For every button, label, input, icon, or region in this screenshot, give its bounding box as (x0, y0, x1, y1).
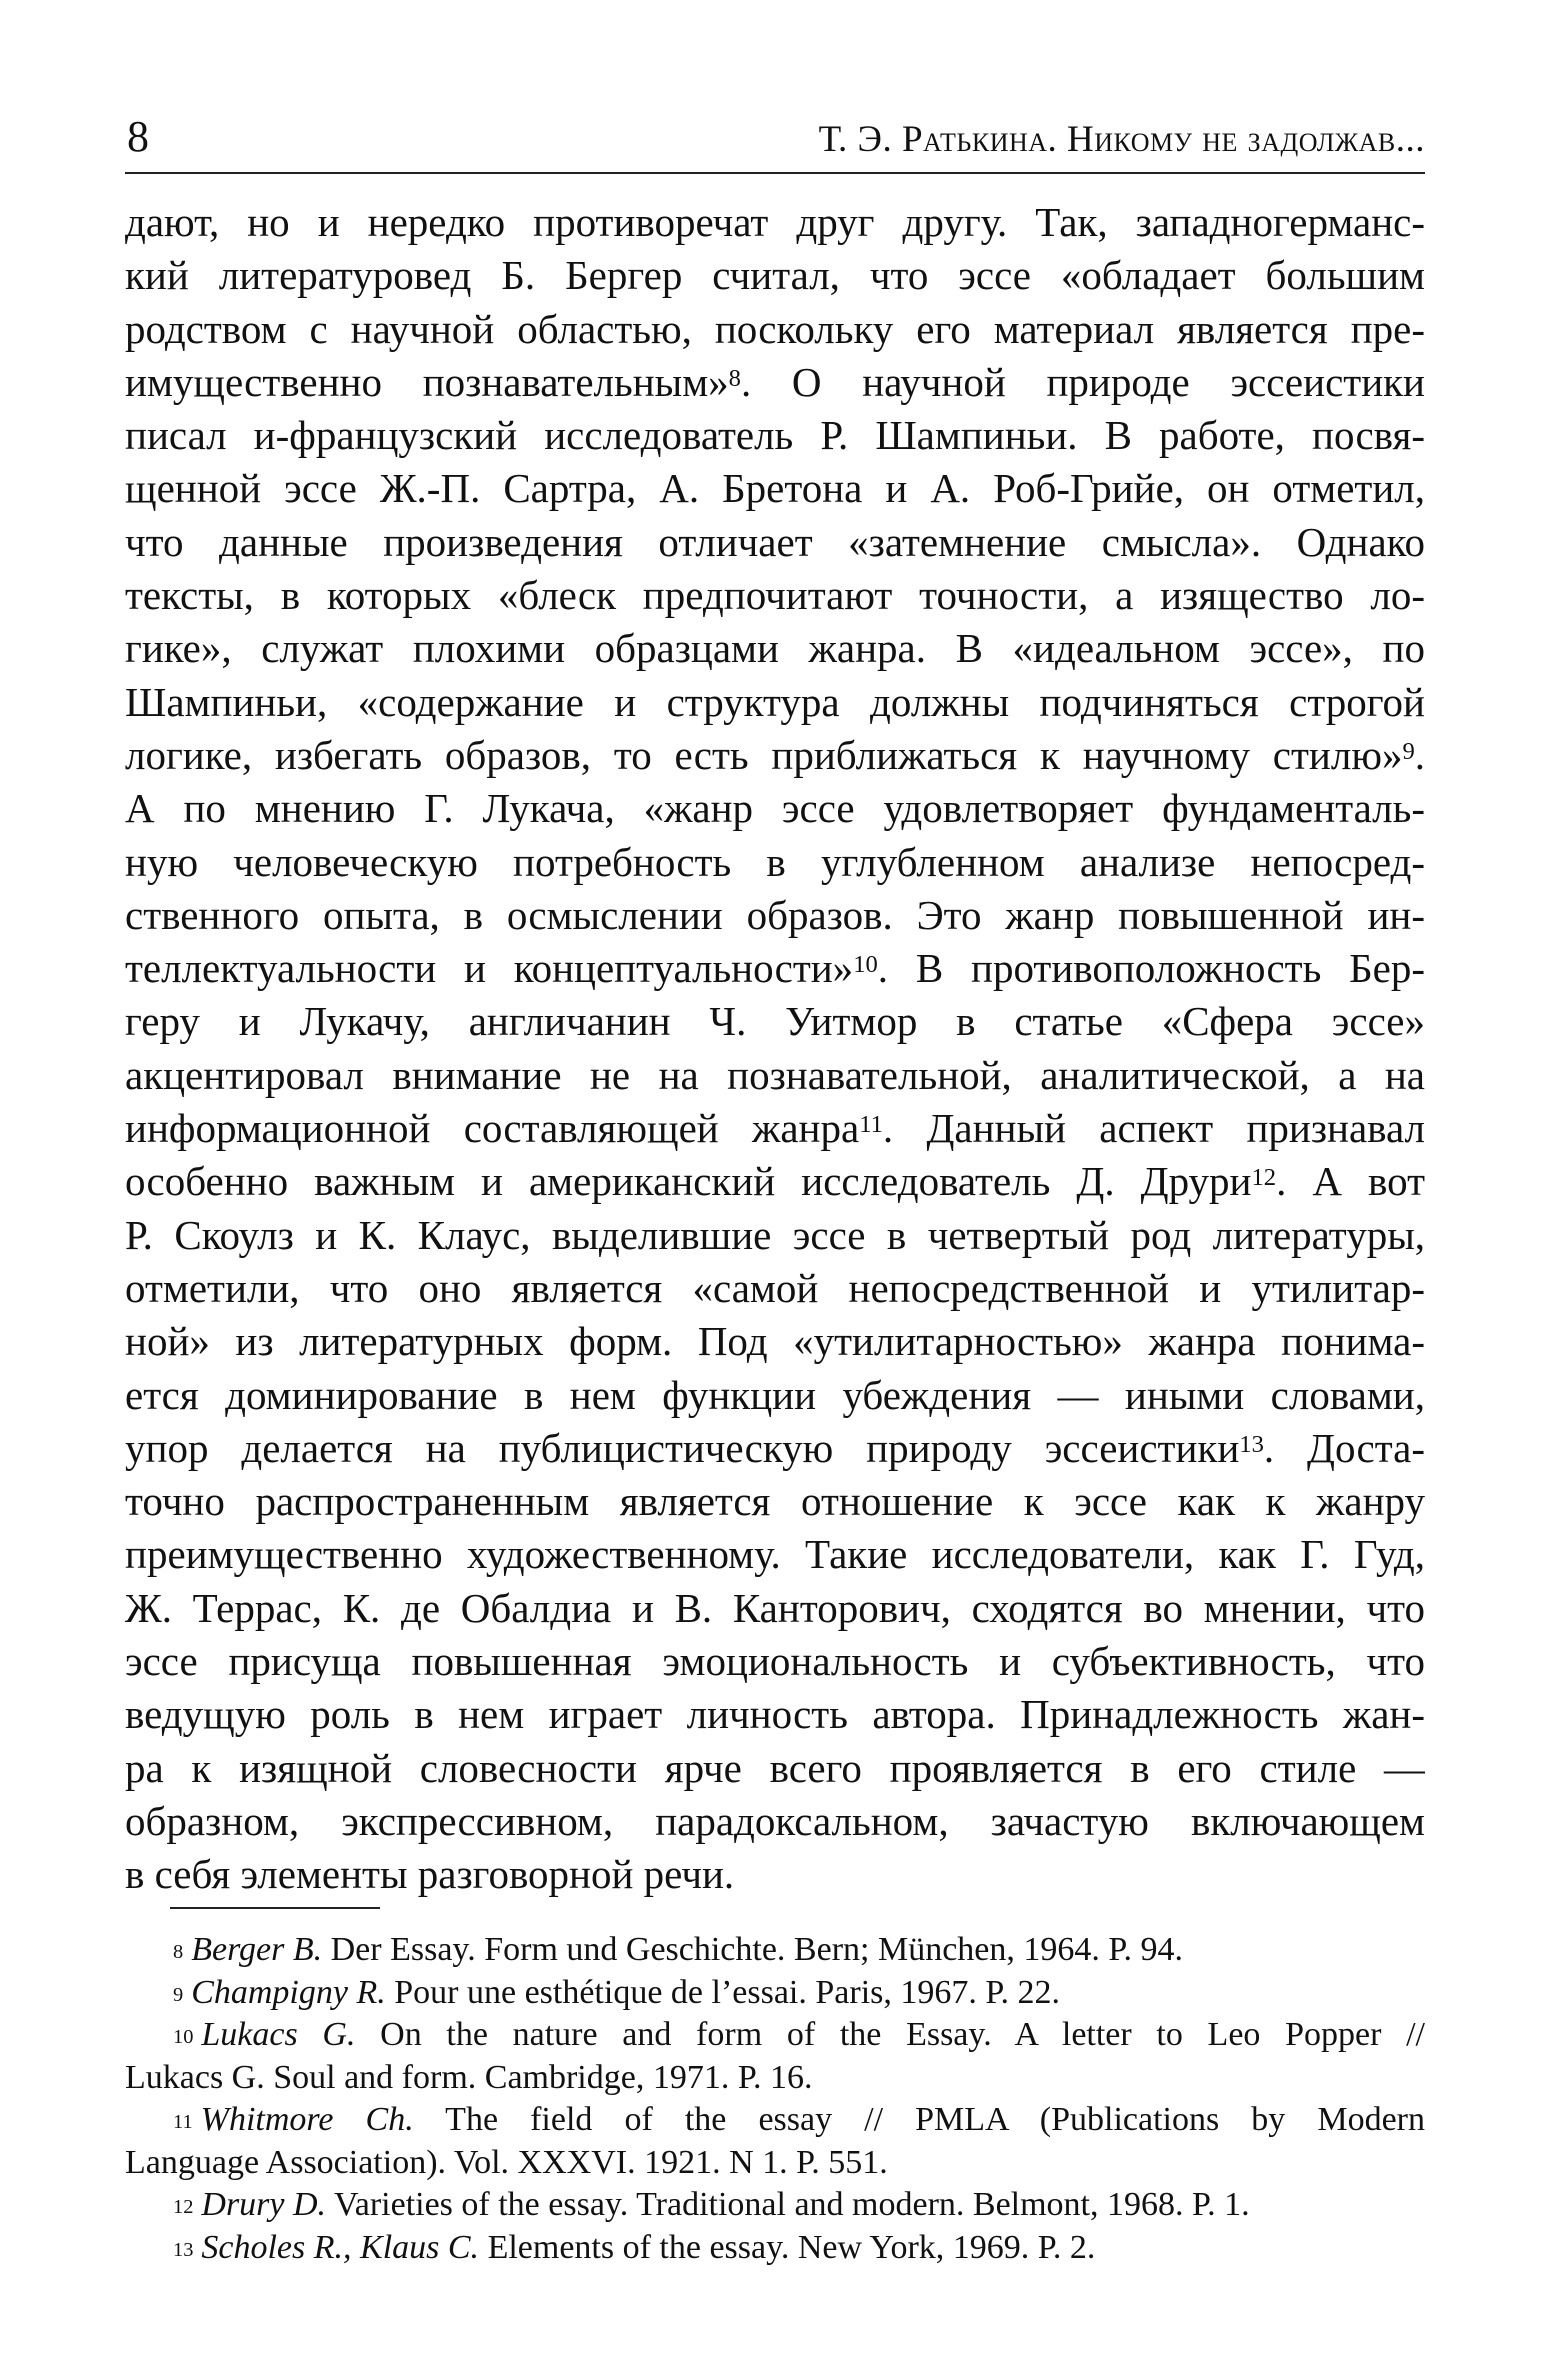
footnote-author: Berger B. (191, 1931, 323, 1968)
text-line (125, 1848, 1425, 1901)
text-line (125, 356, 1425, 409)
line-text-after: . Доста- (1263, 1424, 1425, 1471)
line-text: Ж. Террас, К. де Обалдиа и В. Канторович, сходятся во мнении, что (125, 1584, 1425, 1631)
text-line (125, 1049, 1425, 1102)
text-line (125, 1475, 1425, 1528)
footnote-author: Drury D. (201, 2186, 327, 2223)
line-text-after: . (1414, 731, 1425, 778)
text-line (125, 1688, 1425, 1741)
line-text: писал и-французский исследователь Р. Шампиньи. В работе, посвя- (125, 412, 1425, 459)
footnote-number: 12 (173, 2196, 194, 2218)
footnote-ref[interactable]: 10 (853, 951, 878, 979)
footnote-line (125, 2184, 1425, 2227)
footnote-line (125, 2057, 1425, 2100)
line-text: эссе присуща повышенная эмоциональность и субъективность, что (125, 1638, 1425, 1685)
text-line (125, 1155, 1425, 1208)
line-text-after: . А вот (1276, 1158, 1425, 1205)
footnote-ref[interactable]: 13 (1239, 1430, 1264, 1458)
footnote-number: 9 (173, 1983, 184, 2006)
line-text: в себя элементы разговорной речи. (125, 1851, 735, 1898)
footnote-author: Lukacs G. (201, 2016, 356, 2053)
text-line (125, 409, 1425, 462)
line-text: ра к изящной словесности ярче всего проявляется в его стиле — (125, 1744, 1425, 1791)
line-text-after: . О научной природе эссеистики (740, 358, 1425, 405)
footnote-author: Scholes R., Klaus C. (201, 2228, 480, 2266)
line-text: преимущественно художественному. Такие исследователи, как Г. Гуд, (125, 1531, 1425, 1578)
line-text: геру и Лукачу, англичанин Ч. Уитмор в статье «Сфера эссе» (125, 998, 1425, 1045)
footnote-ref[interactable]: 12 (1251, 1164, 1277, 1192)
line-text: теллектуальности и концептуальности» (125, 945, 854, 992)
text-line (125, 303, 1425, 356)
footnote-text: Lukacs G. Soul and form. Cambridge, 1971. P. 16. (125, 2058, 813, 2096)
line-text: упор делается на публицистическую природу эссеистики (125, 1424, 1240, 1471)
text-line (125, 1102, 1425, 1155)
line-text: кий литературовед Б. Бергер считал, что эссе «обладает большим (125, 252, 1425, 299)
footnote-number: 8 (173, 1941, 184, 1963)
line-text: ной» из литературных форм. Под «утилитарностью» жанра понима- (125, 1318, 1425, 1365)
line-text: отметили, что оно является «самой непосредственной и утилитар- (125, 1264, 1425, 1311)
footnote-separator (170, 1907, 380, 1909)
text-line (125, 196, 1425, 249)
text-line (125, 516, 1425, 569)
footnote-number: 10 (173, 2026, 194, 2048)
line-text: Р. Скоулз и К. Клаус, выделившие эссе в четвертый род литературы, (125, 1211, 1425, 1258)
line-text: А по мнению Г. Лукача, «жанр эссе удовлетворяет фундаменталь- (125, 785, 1425, 832)
line-text: информационной составляющей жанра (125, 1105, 860, 1152)
text-line (125, 249, 1425, 302)
line-text: имущественно познавательным» (125, 358, 729, 405)
line-text-after: . Данный аспект признавал (882, 1105, 1425, 1152)
text-line (125, 942, 1425, 995)
text-line (125, 1369, 1425, 1422)
line-text: ведущую роль в нем играет личность автора. Принадлежность жан- (125, 1691, 1425, 1738)
text-line (125, 1422, 1425, 1475)
line-text: гике», служат плохими образцами жанра. В «идеальном эссе», по (125, 625, 1425, 672)
footnote-ref[interactable]: 11 (859, 1111, 883, 1139)
footnotes (125, 1929, 1425, 2269)
text-line (125, 676, 1425, 729)
text-line (125, 889, 1425, 942)
footnote-ref[interactable]: 9 (1402, 737, 1415, 765)
footnote-number: 13 (173, 2238, 194, 2261)
text-line (125, 836, 1425, 889)
footnote-text: Varieties of the essay. Traditional and modern. Belmont, 1968. P. 1. (333, 2186, 1250, 2223)
footnote-text: On the nature and form of the Essay. A letter to Leo Popper // (380, 2016, 1425, 2053)
running-head: Т. Э. Ратькина. Никому не задолжав... (818, 119, 1425, 160)
footnote-line (125, 1929, 1425, 1972)
footnote-text: Language Association). Vol. XXXVI. 1921. N 1. P. 551. (125, 2143, 888, 2181)
text-line (125, 729, 1425, 782)
line-text: особенно важным и американский исследователь Д. Друри (125, 1158, 1252, 1205)
footnote-number: 11 (173, 2111, 193, 2133)
footnote-line (125, 2099, 1425, 2142)
text-line (125, 1795, 1425, 1848)
footnote-ref[interactable]: 8 (728, 364, 741, 392)
text-line (125, 1635, 1425, 1688)
text-line (125, 1582, 1425, 1635)
line-text: акцентировал внимание не на познавательной, аналитической, а на (125, 1051, 1425, 1098)
text-line (125, 782, 1425, 835)
line-text: логике, избегать образов, то есть приближаться к научному стилю» (125, 731, 1403, 778)
line-text-after: . В противоположность Бер- (877, 945, 1425, 992)
footnote-line (125, 2014, 1425, 2057)
footnote-text: Der Essay. Form und Geschichte. Bern; München, 1964. P. 94. (330, 1931, 1184, 1968)
page-header (125, 110, 1425, 174)
text-line (125, 462, 1425, 515)
book-page (125, 0, 1425, 2376)
page-number: 8 (127, 112, 149, 161)
footnote-author: Champigny R. (191, 1973, 386, 2011)
text-line (125, 622, 1425, 675)
footnote-text: Pour une esthétique de l’essai. Paris, 1967. P. 22. (394, 1973, 1061, 2011)
footnote-line (125, 1972, 1425, 2015)
footnote-line (125, 2142, 1425, 2185)
line-text: родством с научной областью, поскольку его материал является пре- (125, 305, 1425, 352)
text-line (125, 1742, 1425, 1795)
line-text: дают, но и нередко противоречат друг другу. Так, западногерманс- (125, 199, 1425, 245)
line-text: что данные произведения отличает «затемнение смысла». Однако (125, 518, 1425, 565)
footnote-author: Whitmore Ch. (200, 2101, 414, 2138)
line-text: точно распространенным является отношение к эссе как к жанру (125, 1478, 1425, 1525)
line-text: щенной эссе Ж.-П. Сартра, А. Бретона и А. Роб-Грийе, он отметил, (125, 465, 1425, 512)
line-text: тексты, в которых «блеск предпочитают точности, а изящество ло- (125, 572, 1425, 619)
text-line (125, 1315, 1425, 1368)
line-text: образном, экспрессивном, парадоксальном, зачастую включающем (125, 1797, 1425, 1844)
text-line (125, 569, 1425, 622)
footnote-line (125, 2227, 1425, 2270)
line-text: ется доминирование в нем функции убеждения — иными словами, (125, 1371, 1425, 1418)
text-line (125, 995, 1425, 1048)
footnote-text: The field of the essay // PMLA (Publications by Modern (445, 2101, 1425, 2138)
line-text: ную человеческую потребность в углубленном анализе непосред- (125, 838, 1425, 885)
body-text (125, 196, 1425, 1902)
line-text: ственного опыта, в осмыслении образов. Это жанр повышенной ин- (125, 891, 1425, 938)
text-line (125, 1262, 1425, 1315)
line-text: Шампиньи, «содержание и структура должны подчиняться строгой (125, 678, 1425, 725)
footnote-text: Elements of the essay. New York, 1969. P. 2. (487, 2228, 1096, 2266)
text-line (125, 1209, 1425, 1262)
text-line (125, 1528, 1425, 1581)
